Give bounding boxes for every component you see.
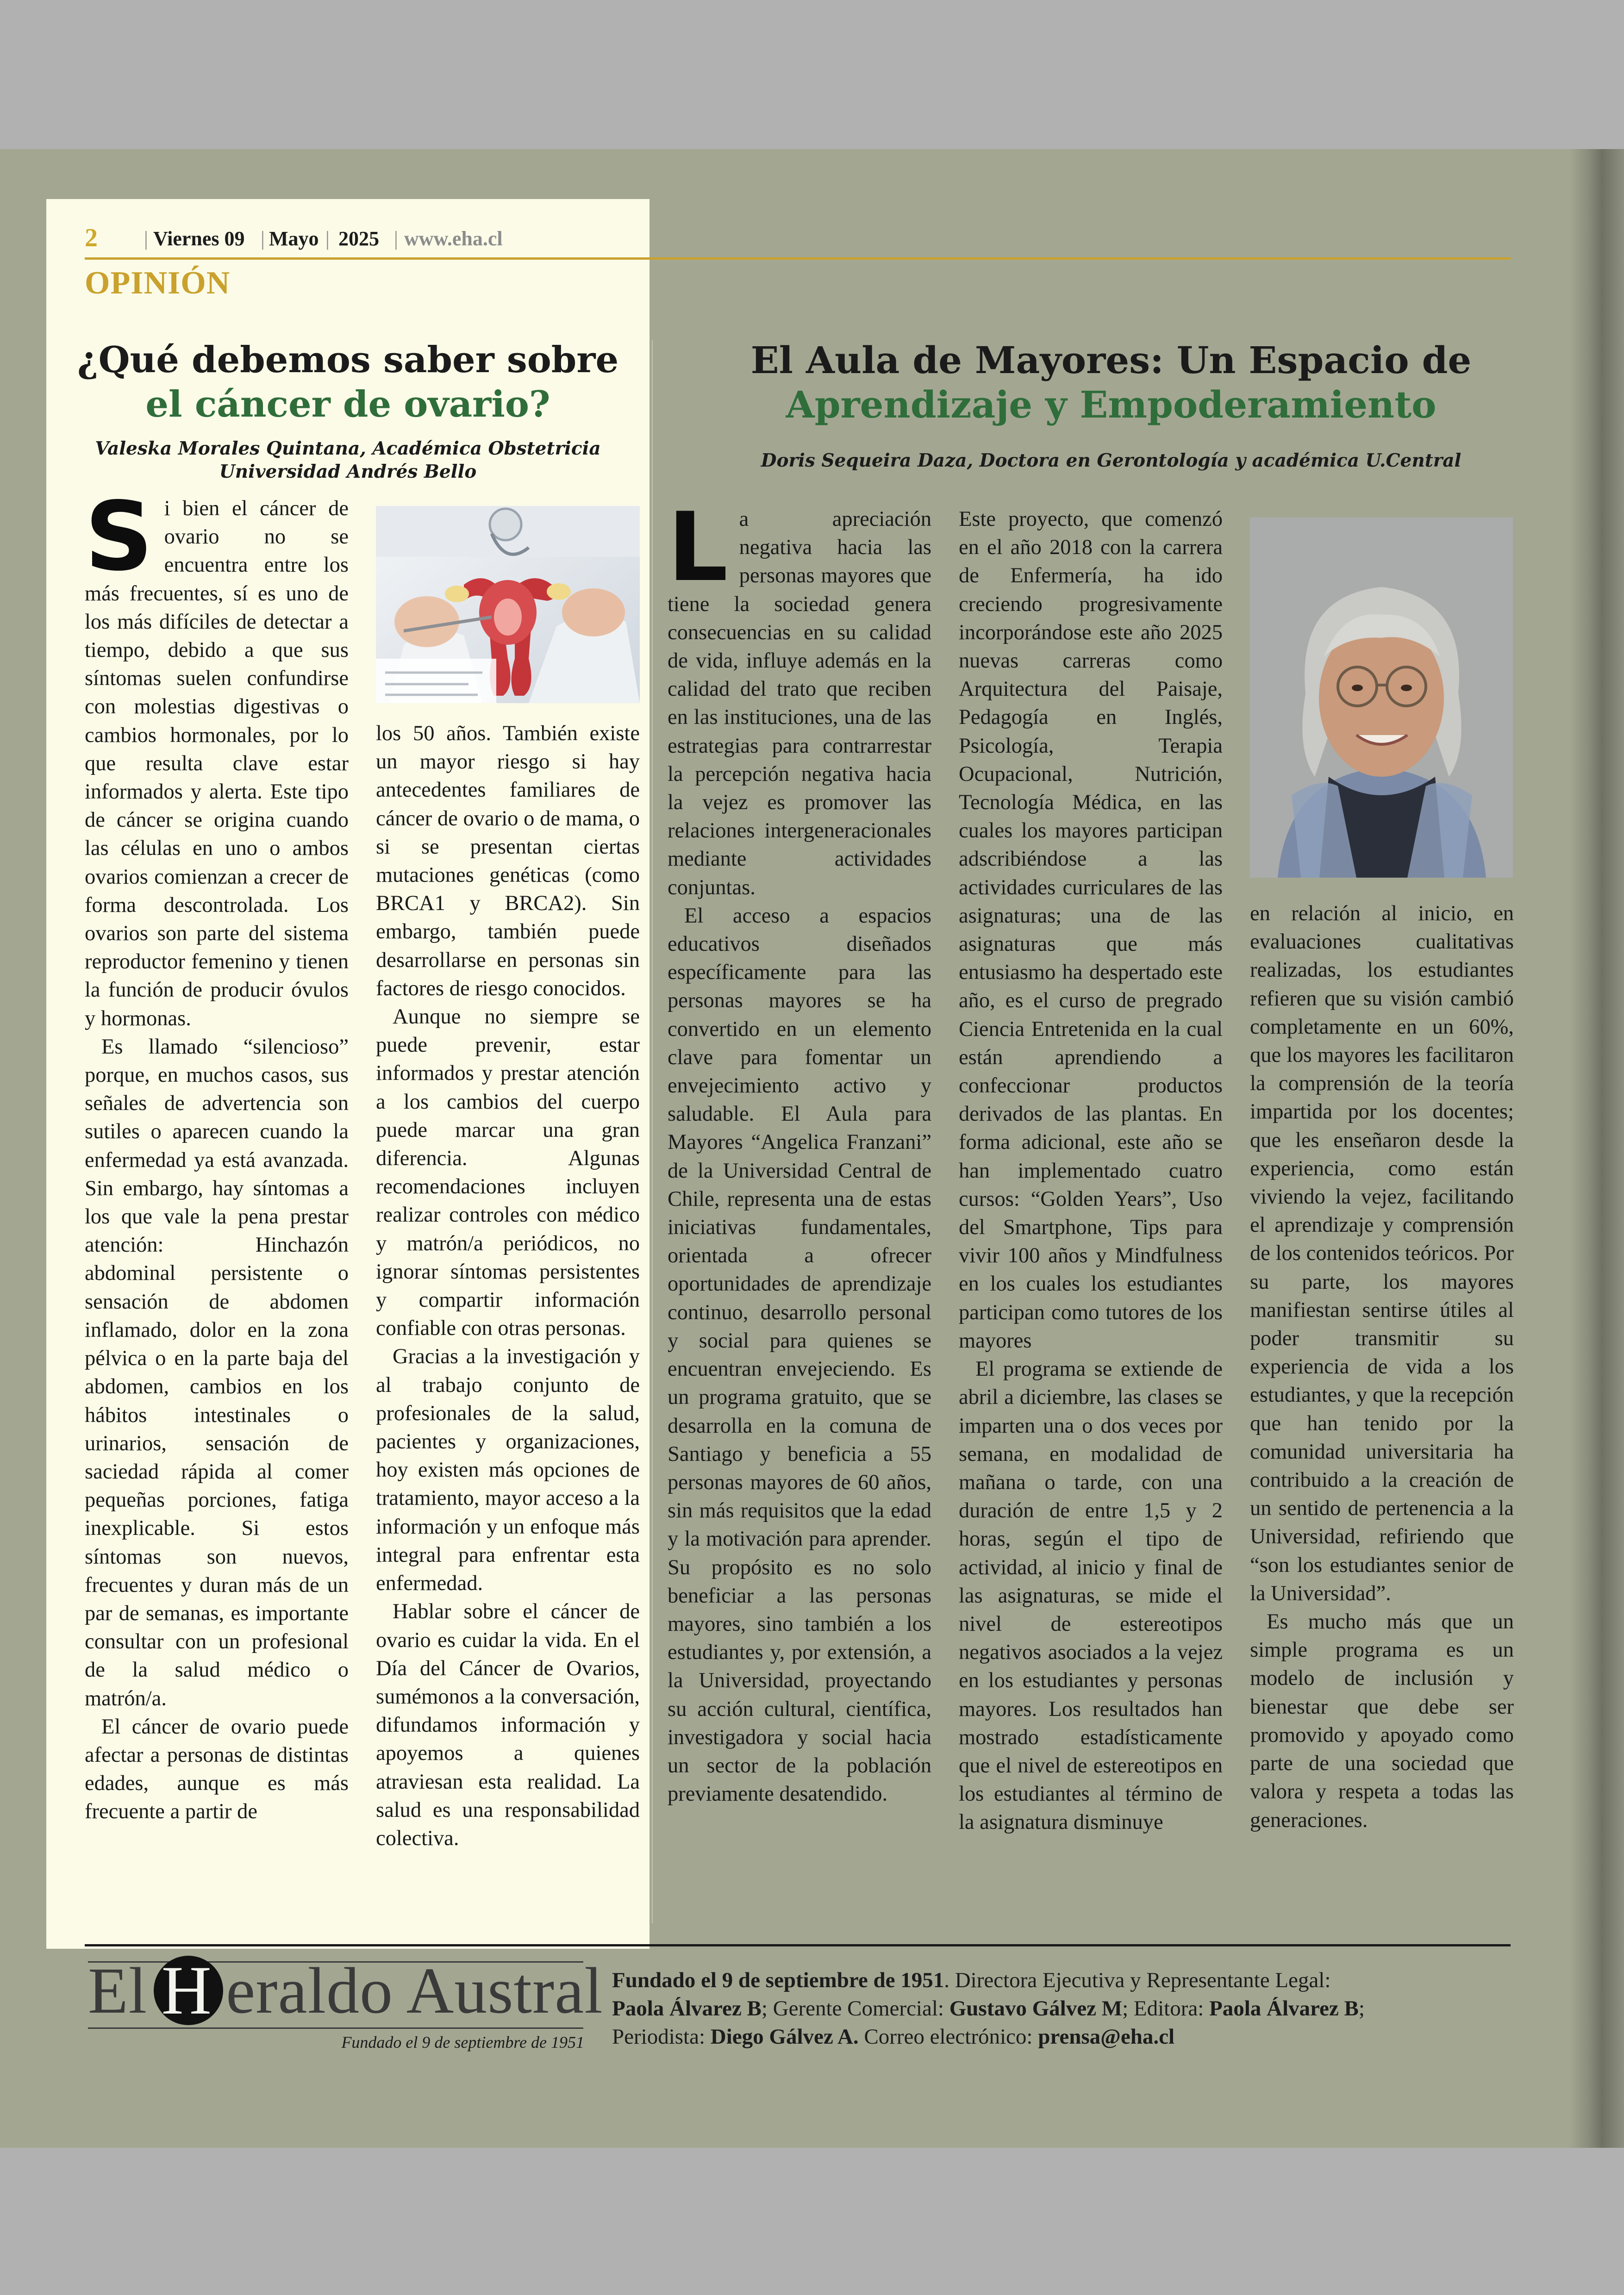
logo-wordmark <box>88 1951 603 2030</box>
logo-text-part1: El <box>88 1954 148 2027</box>
logo-text-part2: eraldo Austral <box>226 1954 603 2027</box>
footer-rule <box>85 1944 1511 1946</box>
founded-date: Fundado el 9 de septiembre de 1951 <box>612 1968 944 1992</box>
manager-name: Gustavo Gálvez M <box>949 1996 1123 2021</box>
article1-paragraph: Gracias a la investigación y al trabajo conjunto de profesionales de la salud, pacientes y organizaciones, hoy existen más opciones de tratamiento, mayor acceso a la información y un enfoque más integral para enfrentar esta enfermedad. <box>376 1345 640 1596</box>
article2-dropcap: L <box>668 493 728 603</box>
article1-paragraph-continued: los 50 años. También existe un mayor riesgo si hay antecedentes familiares de cáncer de ovario o de mama, o si se presentan ciertas mutaciones genéticas (como BRCA1 y BRCA2). Sin embargo, también puede desarrollarse en personas sin factores de riesgo conocidos. <box>376 722 640 1000</box>
article2-paragraph: El acceso a espacios educativos diseñados específicamente para las personas mayores se ha convertido en un elemento clave para fomentar un envejecimiento activo y saludable. El Aula para Mayores “Angelica Franzani” de la Universidad Central de Chile, representa una de estas iniciativas fundamentales, orientada a ofrecer oportunidades de aprendizaje continuo, desarrollo personal y social para quienes se encuentran envejeciendo. Es un programa gratuito, que se desarrolla en la comuna de Santiago y beneficia a 55 personas mayores de 60 años, sin más requisitos que la edad y la motivación para aprender. Su propósito es no solo beneficiar a las personas mayores, sino también a los estudiantes y, por extensión, a la Universidad, proyectando su acción cultural, científica, investigadora y social hacia un sector de la población previamente desatendido. <box>668 904 931 1806</box>
article1-lead-paragraph <box>85 482 349 1033</box>
author-portrait-photo <box>1250 518 1513 878</box>
article1-column-1 <box>85 482 349 1826</box>
page-fold-shadow <box>1569 149 1624 2148</box>
article1-headline-line2: el cáncer de ovario? <box>145 383 550 425</box>
header-rule <box>85 257 1511 260</box>
article2-paragraph: Este proyecto, que comenzó en el año 2018 con la carrera de Enfermería, ha ido creciendo progresivamente incorporándose este año 2025 nuevas carreras como Arquitectura del Paisaje, Pedagogía en Inglés, Psicología, Terapia Ocupacional, Nutrición, Tecnología Médica, en las cuales los mayores participan adscribiéndose a las actividades curriculares de las asignaturas; una de las asignaturas que más entusiasmo ha despertado este año, es el curso de pregrado Ciencia Entretenida en la cual están aprendiendo a confeccionar productos derivados de las plantas. En forma adicional, este año se han implementado cuatro cursos: “Golden Years”, Uso del Smartphone, Tips para vivir 100 años y Mindfulness en los cuales los estudiantes participan como tutores de los mayores <box>959 507 1223 1353</box>
article1-column-2 <box>376 719 640 1852</box>
masthead-credits <box>612 1966 1515 2051</box>
journalist-name: Diego Gálvez A. <box>710 2025 859 2049</box>
article2-paragraph-continued: en relación al inicio, en evaluaciones cualitativas realizadas, los estudiantes refieren que su visión cambió completamente en un 60%, que los mayores les facilitaron la comprensión de la teoría impartida por los docentes; que les enseñaron desde la experiencia, como están viviendo la vejez, facilitando el aprendizaje y comprensión de los contenidos teóricos. Por su parte, los mayores manifiestan sentirse útiles al poder transmitir su experiencia de vida a los estudiantes, y que la recepción que han tenido por la comunidad universitaria ha contribuido a la creación de un sentido de pertenencia a la Universidad, refiriendo que “son los estudiantes senior de la Universidad”. <box>1250 902 1514 1605</box>
contact-email-link[interactable]: prensa@eha.cl <box>1038 2025 1175 2049</box>
article1-paragraph: El cáncer de ovario puede afectar a personas de distintas edades, aunque es más frecuente a partir de <box>85 1715 349 1824</box>
article2-headline-line1: El Aula de Mayores: Un Espacio de <box>750 338 1472 382</box>
article1-byline <box>65 437 631 483</box>
header-day: Viernes 09 <box>153 227 245 250</box>
article2-headline <box>662 338 1560 427</box>
article1-dropcap: S <box>85 482 153 592</box>
email-label: Correo electrónico: <box>864 2025 1033 2049</box>
article2-paragraph: Es mucho más que un simple programa es un modelo de inclusión y bienestar que debe ser promovido y apoyado como parte de una sociedad que valora y respeta a todas las generaciones. <box>1250 1610 1514 1832</box>
article1-paragraph: Es llamado “silencioso” porque, en muchos casos, sus señales de advertencia son sutiles o aparecen cuando la enfermedad ya está avanzada. Sin embargo, hay síntomas a los que vale la pena prestar atención: Hinchazón abdominal persistente o sensación de abdomen inflamado, dolor en la zona pélvica o en la parte baja del abdomen, cambios en los hábitos intestinales o urinarios, sensación de saciedad rápida al comer pequeñas porciones, fatiga inexplicable. Si estos síntomas son nuevos, frecuentes y duran más de un par de semanas, es importante consultar con un profesional de la salud médico o matrón/a. <box>85 1035 349 1710</box>
article2-column-3 <box>1250 899 1514 1834</box>
newspaper-logo <box>88 1951 603 2062</box>
article1-byline-line2: Universidad Andrés Bello <box>219 461 477 482</box>
journalist-label: Periodista: <box>612 2025 706 2049</box>
article1-headline <box>51 338 645 427</box>
article2-lead-text: a apreciación negativa hacia las personas mayores que tiene la sociedad genera consecuencias en su calidad de vida, influye además en la calidad del trato que reciben en las instituciones, una de las estrategias para contrarrestar la percepción negativa hacia la vejez es promover las relaciones intergeneracionales mediante actividades conjuntas. <box>668 507 931 899</box>
article1-headline-line1: ¿Qué debemos saber sobre <box>77 339 619 381</box>
director-name: Paola Álvarez B <box>612 1996 762 2021</box>
editor-name: Paola Álvarez B <box>1209 1996 1359 2021</box>
article1-paragraph: Aunque no siempre se puede prevenir, estar informados y prestar atención a los cambios del cuerpo puede marcar una gran diferencia. Algunas recomendaciones incluyen realizar controles con médico y matrón/a periódicos, no ignorar síntomas persistentes y compartir información confiable con otras personas. <box>376 1005 640 1341</box>
editor-punct: ; <box>1358 1996 1365 2021</box>
page-number: 2 <box>85 224 98 252</box>
section-label: OPINIÓN <box>85 265 231 301</box>
header-separator: | <box>325 227 330 250</box>
logo-h-emblem <box>147 1951 226 2030</box>
header-website-link[interactable]: www.eha.cl <box>404 227 503 250</box>
article2-lead-paragraph <box>668 493 931 902</box>
manager-label: ; Gerente Comercial: <box>761 1996 944 2021</box>
article2-column-2 <box>959 505 1223 1837</box>
article2-headline-line2: Aprendizaje y Empoderamiento <box>786 383 1437 426</box>
header-separator: | <box>144 227 148 250</box>
article2-paragraph: El programa se extiende de abril a diciembre, las clases se imparten una o dos veces por semana, en modalidad de mañana o tarde, con una duración de entre 1,5 y 2 horas, según el tipo de actividad, al inicio y final de las asignaturas, se mide el nivel de estereotipos negativos asociados a la vejez en los estudiantes y personas mayores. Los resultados han mostrado estadísticamente que el nivel de estereotipos en los estudiantes al término de la asignatura disminuye <box>959 1357 1223 1834</box>
header-month: Mayo <box>269 227 319 250</box>
header-separator: | <box>261 227 265 250</box>
header-year: 2025 <box>338 227 379 250</box>
page-header <box>85 224 1511 255</box>
header-separator: | <box>394 227 398 250</box>
logo-h-letter: H <box>161 1952 212 2029</box>
article1-paragraph: Hablar sobre el cáncer de ovario es cuidar la vida. En el Día del Cáncer de Ovarios, sumémonos a la conversación, difundamos información y apoyemos a quienes atraviesan esta realidad. La salud es una responsabilidad colectiva. <box>376 1600 640 1850</box>
column-divider <box>652 340 653 1923</box>
article1-lead-text: i bien el cáncer de ovario no se encuentra entre los más frecuentes, sí es uno de los más difíciles de detectar a tiempo, debido a que sus síntomas suelen confundirse con molestias digestivas o cambios hormonales, por lo que resulta clave estar informados y alerta. Este tipo de cáncer se origina cuando las células en uno o ambos ovarios comienzan a crecer de forma descontrolada. Los ovarios son parte del sistema reproductor femenino y tienen la función de producir óvulos y hormonas. <box>85 497 349 1030</box>
ovarian-model-illustration <box>376 506 640 703</box>
editor-label: ; Editora: <box>1122 1996 1204 2021</box>
article2-column-1 <box>668 493 931 1808</box>
author-portrait-illustration <box>1250 518 1513 878</box>
article2-byline: Doris Sequeira Daza, Doctora en Gerontología y académica U.Central <box>761 450 1462 471</box>
ovarian-model-photo <box>376 506 640 703</box>
logo-tagline: Fundado el 9 de septiembre de 1951 <box>341 2033 584 2052</box>
article1-byline-line1: Valeska Morales Quintana, Académica Obstetricia <box>95 438 601 459</box>
director-label: . Directora Ejecutiva y Representante Legal: <box>944 1968 1331 1992</box>
